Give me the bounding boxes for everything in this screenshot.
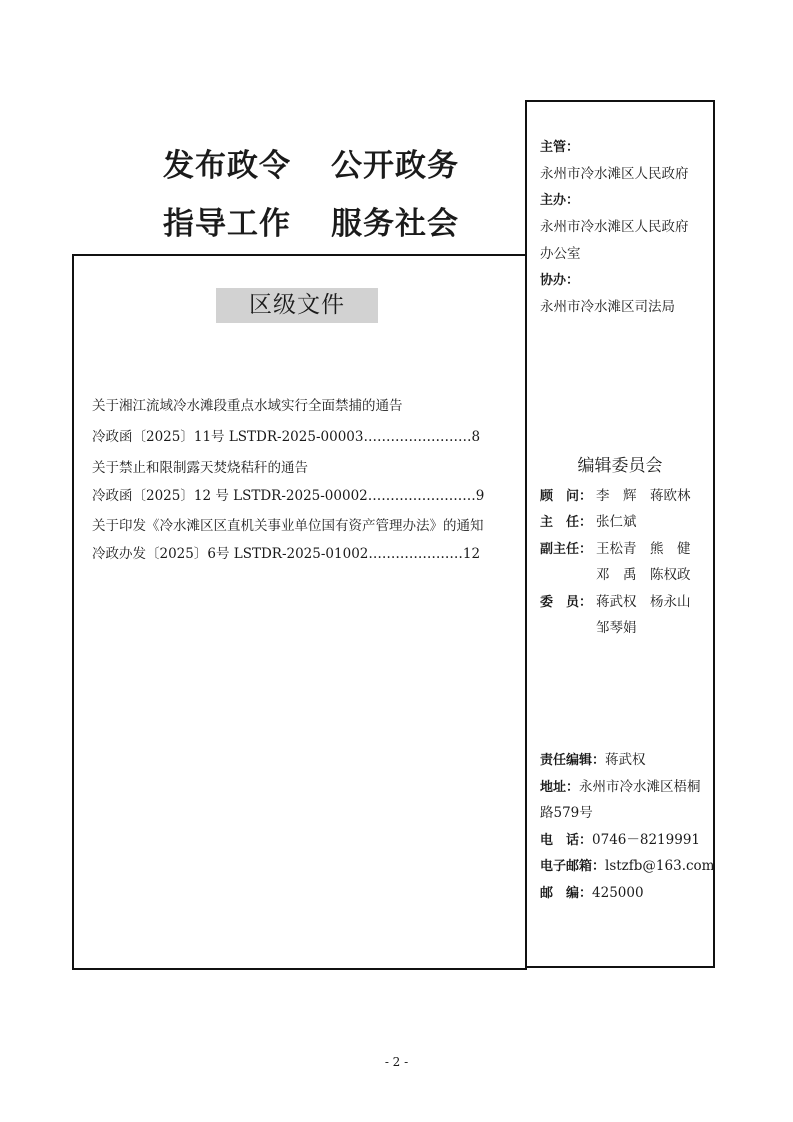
slogan-line-1 xyxy=(163,140,459,185)
email-value[interactable]: lstzfb@163.com xyxy=(605,858,715,874)
email xyxy=(540,855,715,874)
member-names: 邹琴娟 xyxy=(596,620,637,636)
address-value-line1: 永州市冷水滩区梧桐 xyxy=(579,779,701,795)
member-names: 李 辉 蒋欧林 xyxy=(596,488,691,504)
toc-item-number[interactable]: 冷政函〔2025〕11号 LSTDR-2025-00003……………………8 xyxy=(92,429,481,445)
cosponsor-label: 协办： xyxy=(540,273,580,288)
editorial-committee-title: 编辑委员会 xyxy=(577,456,663,476)
member-role: 委 员： xyxy=(540,595,593,610)
address xyxy=(540,775,701,795)
slogan-serve-society: 服务社会 xyxy=(331,206,459,242)
toc-item-number[interactable]: 冷政办发〔2025〕6号 LSTDR-2025-01002…………………12 xyxy=(92,546,481,562)
member-row xyxy=(596,563,691,583)
toc-item-title[interactable]: 关于印发《冷水滩区区直机关事业单位国有资产管理办法》的通知 xyxy=(92,518,484,534)
email-label: 电子邮箱： xyxy=(540,859,606,874)
editor-label: 责任编辑： xyxy=(540,753,606,768)
zip-value: 425000 xyxy=(592,885,644,901)
slogan-open-affairs: 公开政务 xyxy=(331,148,459,184)
cosponsor-value: 永州市冷水滩区司法局 xyxy=(540,299,675,315)
zip xyxy=(540,882,644,901)
toc-item-title[interactable]: 关于禁止和限制露天焚烧秸秆的通告 xyxy=(92,460,308,476)
supervisor-value: 永州市冷水滩区人民政府 xyxy=(540,166,689,182)
member-row xyxy=(540,510,637,530)
slogan-guide-work: 指导工作 xyxy=(163,206,291,242)
member-role: 顾 问： xyxy=(540,489,593,504)
address-label: 地址： xyxy=(540,780,580,795)
phone-label: 电 话： xyxy=(540,833,593,848)
zip-label: 邮 编： xyxy=(540,886,593,901)
supervisor-label: 主管： xyxy=(540,140,580,155)
phone xyxy=(540,828,700,848)
editor-in-charge xyxy=(540,748,646,768)
slogan-release-decrees: 发布政令 xyxy=(163,148,291,184)
phone-value: 0746－8219991 xyxy=(592,832,700,848)
member-names: 蒋武权 杨永山 xyxy=(596,594,691,610)
sponsor-value-line1: 永州市冷水滩区人民政府 xyxy=(540,219,689,235)
member-role: 主 任： xyxy=(540,515,593,530)
member-row xyxy=(540,484,691,504)
member-row xyxy=(596,616,637,636)
member-row xyxy=(540,590,691,610)
member-role: 副主任： xyxy=(540,542,593,557)
section-label: 区级文件 xyxy=(216,288,378,323)
member-row xyxy=(540,537,691,557)
sponsor-label: 主办： xyxy=(540,193,580,208)
member-names: 邓 禹 陈权政 xyxy=(596,567,691,583)
contents-frame xyxy=(72,254,527,970)
sponsor-value-line2: 办公室 xyxy=(540,246,581,262)
page-number: - 2 - xyxy=(384,1055,409,1069)
toc-item-title[interactable]: 关于湘江流域冷水滩段重点水域实行全面禁捕的通告 xyxy=(92,398,403,414)
member-names: 王松青 熊 健 xyxy=(596,541,691,557)
address-line2: 路579号 xyxy=(540,805,593,821)
editor-value: 蒋武权 xyxy=(605,752,646,768)
member-names: 张仁斌 xyxy=(596,514,637,530)
slogan-line-2 xyxy=(163,198,459,243)
toc-item-number[interactable]: 冷政函〔2025〕12 号 LSTDR-2025-00002……………………9 xyxy=(92,488,485,504)
